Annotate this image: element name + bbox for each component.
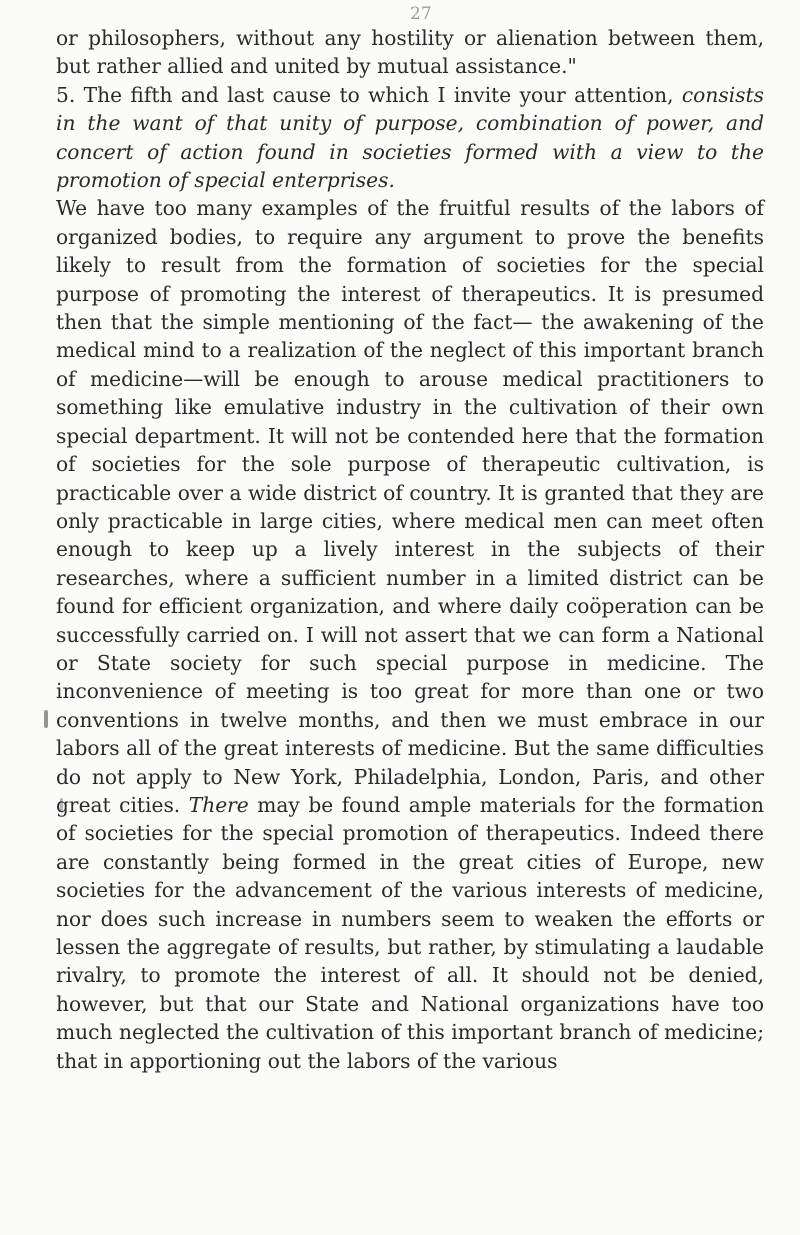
italic-text-run: There bbox=[188, 792, 249, 817]
paragraph-societies bbox=[56, 194, 764, 1075]
page-mark bbox=[44, 710, 48, 728]
page-number: 27 bbox=[410, 4, 432, 24]
text-run: may be found ample materials for the formation of societies for the special promotion of therapeutics. Indeed there are constantly being formed in the great cities of Europe, new societies for the advancement of the various interests of medicine, nor does such increase in numbers seem to weaken the efforts or lessen the aggregate of results, but rather, by stimulating a laudable rivalry, to promote the interest of all. It should not be denied, however, but that our State and National organizations have too much neglected the cultivation of this important branch of medicine; that in apportioning out the labors of the various bbox=[56, 792, 764, 1073]
text-run: or philosophers, without any hostility or alienation between them, but rather allied and united by mutual assistance." bbox=[56, 26, 764, 79]
body-text bbox=[56, 24, 764, 1075]
paragraph-fifth-cause bbox=[56, 81, 764, 195]
text-run: 5. The fifth and last cause to which I invite your attention, bbox=[56, 82, 682, 107]
italic-text-run: consists in the want of that unity of purpose, combination of power, and concert of action found in societies formed with a view to the promotion of special enterprises. bbox=[56, 82, 764, 193]
text-run: We have too many examples of the fruitful results of the labors of organized bodies, to require any argument to prove the benefits likely to result from the formation of societies for the special purpose of promoting the interest of therapeutics. It is presumed then that the simple mentioning of the fact— the awakening of the medical mind to a realization of the neglect of this important branch of medicine—will be enough to arouse medical practitioners to something like emulative industry in the cultivation of their own special department. It will not be contended here that the formation of societies for the sole purpose of therapeutic cultivation, is practicable over a wide district of country. It is granted that they are only practicable in large cities, where medical men can meet often enough to keep up a lively interest in the subjects of their researches, where a sufficient number in a limited district can be found for efficient organization, and where daily coöperation can be successfully carried on. I will not assert that we can form a National or State society for such special purpose in medicine. The inconvenience of meeting is too great for more than one or two conventions in twelve months, and then we must embrace in our labors all of the great interests of medicine. But the same difficulties do not apply to New York, Philadelphia, London, Paris, and other great cities. bbox=[56, 196, 764, 817]
paragraph-continuation bbox=[56, 24, 764, 81]
